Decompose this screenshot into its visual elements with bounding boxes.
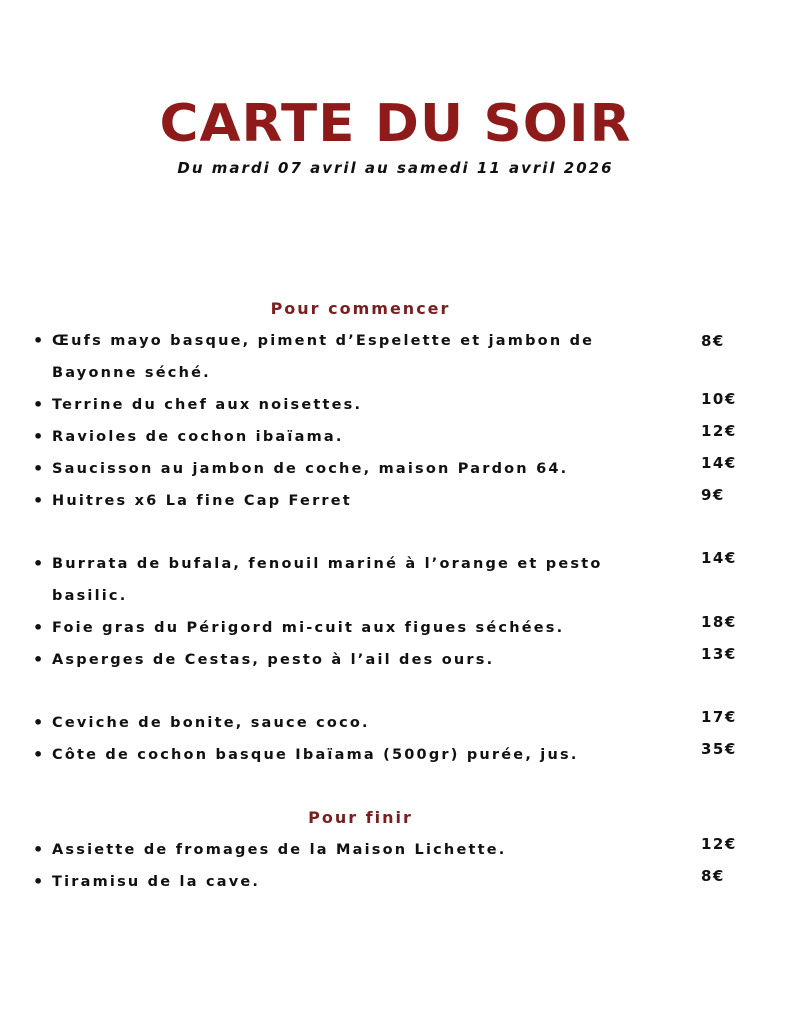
menu-item-name: Œufs mayo basque, piment d’Espelette et jambon de Bayonne séché.	[52, 333, 595, 381]
menu-item-price: 18€	[701, 613, 737, 631]
menu-item-price: 10€	[701, 390, 737, 408]
menu-item-price: 14€	[701, 454, 737, 472]
menu-item-name: Asperges de Cestas, pesto à l’ail des ours.	[52, 652, 495, 668]
menu-item-price: 14€	[701, 549, 737, 567]
menu-item-price: 12€	[701, 422, 737, 440]
menu-item-name: Burrata de bufala, fenouil mariné à l’orange et pesto basilic.	[52, 556, 603, 604]
menu-item-name: Huitres x6 La fine Cap Ferret	[52, 493, 352, 509]
bullet: •	[33, 650, 46, 669]
bullet: •	[33, 395, 46, 414]
menu-item-price: 35€	[701, 740, 737, 758]
bullet: •	[33, 331, 46, 350]
bullet: •	[33, 554, 46, 573]
bullet: •	[33, 459, 46, 478]
menu-date-range: Du mardi 07 avril au samedi 11 avril 2026	[177, 159, 614, 177]
section-heading-desserts: Pour finir	[308, 808, 413, 827]
bullet: •	[33, 427, 46, 446]
menu-item-price: 9€	[701, 486, 725, 504]
bullet: •	[33, 872, 46, 891]
menu-item-name: Tiramisu de la cave.	[52, 874, 261, 890]
menu-item-name: Côte de cochon basque Ibaïama (500gr) purée, jus.	[52, 747, 579, 763]
menu-item-price: 8€	[701, 332, 725, 350]
menu-item-price: 12€	[701, 835, 737, 853]
bullet: •	[33, 491, 46, 510]
menu-item-name: Ceviche de bonite, sauce coco.	[52, 715, 370, 731]
bullet: •	[33, 713, 46, 732]
menu-item-price: 8€	[701, 867, 725, 885]
bullet: •	[33, 618, 46, 637]
menu-item-name: Ravioles de cochon ibaïama.	[52, 429, 344, 445]
menu-item-name: Foie gras du Périgord mi-cuit aux figues séchées.	[52, 620, 565, 636]
menu-item-name: Terrine du chef aux noisettes.	[52, 397, 363, 413]
menu-title: CARTE DU SOIR	[159, 94, 632, 154]
menu-item-name: Saucisson au jambon de coche, maison Pardon 64.	[52, 461, 569, 477]
menu-item-name: Assiette de fromages de la Maison Lichette.	[52, 842, 507, 858]
bullet: •	[33, 745, 46, 764]
menu-item-price: 13€	[701, 645, 737, 663]
section-heading-starters: Pour commencer	[270, 299, 451, 318]
bullet: •	[33, 840, 46, 859]
menu-item-price: 17€	[701, 708, 737, 726]
